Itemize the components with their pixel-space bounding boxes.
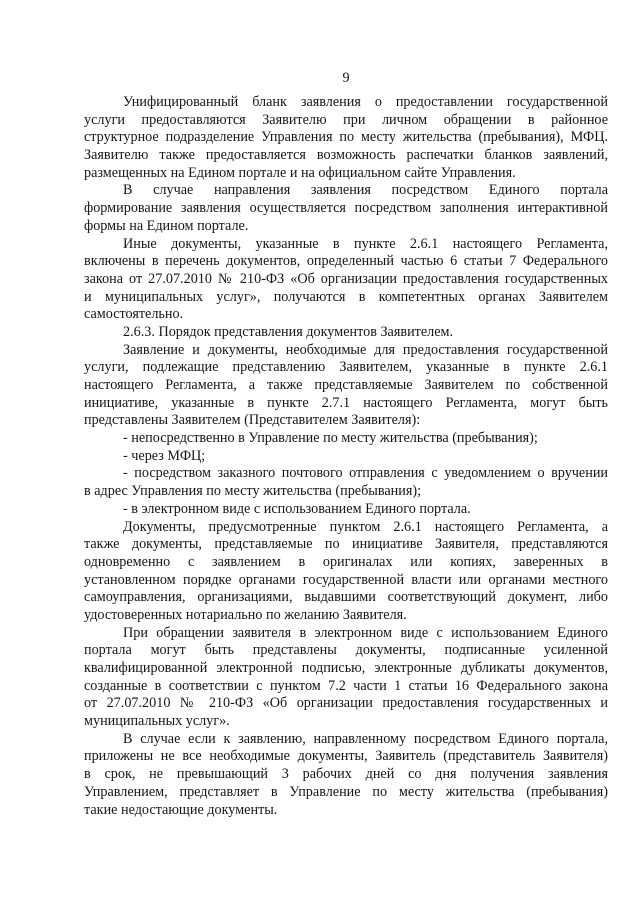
- text-line: услуги, подлежащие представлению Заявителем, указанные в пункте 2.6.1: [84, 359, 608, 376]
- text-line: структурное подразделение Управления по месту жительства (пребывания), МФЦ.: [84, 129, 608, 146]
- text-line: Иные документы, указанные в пункте 2.6.1 настоящего Регламента,: [123, 235, 608, 252]
- text-line: Заявителю также предоставляется возможность распечатки бланков заявлений,: [84, 147, 608, 164]
- text-line: в срок, не превышающий 3 рабочих дней со дня получения заявления: [84, 766, 608, 783]
- text-line: от 27.07.2010 № 210-ФЗ «Об организации предоставления государственных и: [84, 695, 608, 712]
- text-line: инициативе, указанные в пункте 2.7.1 настоящего Регламента, могут быть: [84, 394, 608, 411]
- paragraph-other-documents: [84, 236, 608, 324]
- text-line: приложены не все необходимые документы, Заявитель (представитель Заявителя): [84, 748, 608, 765]
- text-line: - через МФЦ;: [123, 447, 206, 464]
- text-line: в адрес Управления по месту жительства (пребывания);: [84, 483, 422, 500]
- list-item-mail: [84, 465, 608, 500]
- text-line: услуги предоставляются Заявителю при личном обращении в районное: [84, 111, 608, 128]
- list-item-direct: [84, 430, 608, 448]
- text-line: Управлением, представляет в Управление по месту жительства (пребывания): [84, 783, 608, 800]
- paragraph-submission-methods: [84, 342, 608, 430]
- text-line: формы на Едином портале.: [84, 217, 249, 234]
- text-line: муниципальных услуг».: [84, 713, 230, 730]
- text-line: Документы, предусмотренные пунктом 2.6.1 настоящего Регламента, а: [123, 518, 608, 535]
- list-item-mfc: [84, 448, 608, 466]
- text-line: 2.6.3. Порядок представления документов Заявителем.: [123, 323, 454, 340]
- paragraph-document-copies: [84, 519, 608, 625]
- text-line: одновременно с заявлением в оригиналах или копиях, заверенных в: [84, 553, 608, 570]
- text-line: самостоятельно.: [84, 306, 184, 323]
- document-body: [84, 94, 608, 819]
- text-line: настоящего Регламента, а также представляемые Заявителем по собственной: [84, 377, 608, 393]
- text-line: - непосредственно в Управление по месту жительства (пребывания);: [123, 430, 538, 447]
- paragraph-portal-submission: [84, 182, 608, 235]
- text-line: формирование заявления осуществляется посредством заполнения интерактивной: [84, 200, 608, 217]
- text-line: размещенных на Едином портале и на официальном сайте Управления.: [84, 164, 516, 181]
- page-number: 9: [342, 70, 350, 86]
- paragraph-missing-documents: [84, 731, 608, 819]
- text-line: также документы, представляемые по инициативе Заявителя, представляются: [84, 536, 608, 553]
- text-line: такие недостающие документы.: [84, 801, 278, 818]
- paragraph-blank-form: [84, 94, 608, 182]
- section-heading-2-6-3: [84, 324, 608, 342]
- text-line: удостоверенных нотариально по желанию Заявителя.: [84, 606, 407, 623]
- text-line: закона от 27.07.2010 № 210-ФЗ «Об организации предоставления государственных: [84, 270, 608, 287]
- text-line: установленном порядке органами государственной власти или органами местного: [84, 571, 608, 588]
- text-line: Заявление и документы, необходимые для предоставления государственной: [123, 341, 608, 358]
- text-line: и муниципальных услуг», получаются в компетентных органах Заявителем: [84, 288, 608, 305]
- text-line: созданные в соответствии с пунктом 7.2 части 1 статьи 16 Федерального закона: [84, 677, 608, 694]
- paragraph-electronic-documents: [84, 625, 608, 731]
- text-line: портала могут быть представлены документы, подписанные усиленной: [84, 642, 608, 659]
- text-line: В случае направления заявления посредством Единого портала: [123, 182, 608, 199]
- text-line: - в электронном виде с использованием Единого портала.: [123, 500, 471, 517]
- text-line: Унифицированный бланк заявления о предоставлении государственной: [123, 94, 608, 110]
- text-line: самоуправления, организациями, выдавшими соответствующий документ, либо: [84, 589, 608, 606]
- text-line: представлены Заявителем (Представителем Заявителя):: [84, 412, 421, 429]
- text-line: В случае если к заявлению, направленному посредством Единого портала,: [123, 730, 608, 747]
- text-line: квалифицированной электронной подписью, электронные дубликаты документов,: [84, 660, 608, 676]
- list-item-portal: [84, 501, 608, 519]
- text-line: - посредством заказного почтового отправления с уведомлением о вручении: [123, 465, 608, 482]
- text-line: включены в перечень документов, определенный частью 6 статьи 7 Федерального: [84, 253, 608, 270]
- text-line: При обращении заявителя в электронном виде с использованием Единого: [123, 624, 608, 641]
